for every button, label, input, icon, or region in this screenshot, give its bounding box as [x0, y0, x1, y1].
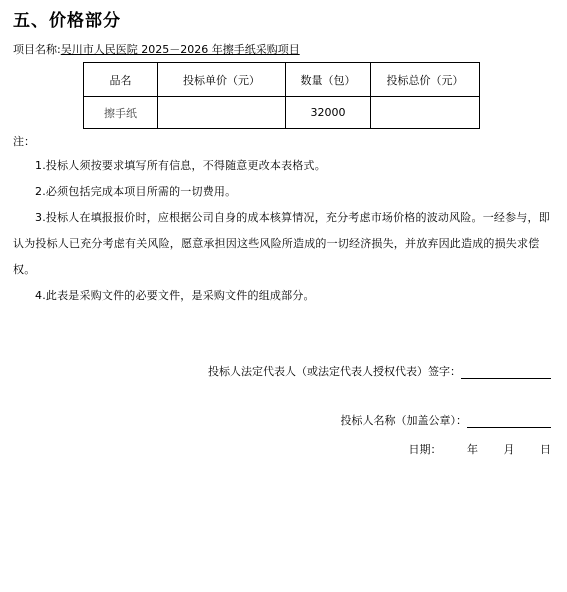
company-name-label: 投标人名称（加盖公章）： [340, 414, 467, 427]
note-item-2: 2.必须包括完成本项目所需的一切费用。 [35, 185, 237, 198]
cell-unit-price[interactable] [158, 97, 286, 129]
company-name-line [341, 412, 552, 428]
project-name-label: 项目名称: [13, 43, 61, 56]
date-label: 日期： [408, 443, 442, 456]
section-title: 五、价格部分 [13, 11, 121, 31]
cell-quantity: 32000 [286, 97, 371, 129]
header-item-name: 品名 [84, 63, 158, 97]
note-item-1: 1.投标人须按要求填写所有信息，不得随意更改本表格式。 [35, 159, 326, 172]
cell-total-price[interactable] [371, 97, 480, 129]
date-year: 年 [467, 443, 478, 456]
date-month: 月 [503, 443, 515, 456]
representative-signature-line [208, 363, 551, 379]
project-name-line [13, 41, 300, 57]
header-quantity: 数量（包） [286, 63, 371, 97]
date-line [409, 441, 552, 457]
header-unit-price: 投标单价（元） [158, 63, 286, 97]
company-name-blank[interactable] [467, 415, 551, 428]
note-item-3: 3.投标人在填报报价时，应根据公司自身的成本核算情况，充分考虑市场价格的波动风险。一经参与，即认为投标人已充分考虑有关风险，愿意承担因这些风险所造成的一切经济损失，并放弃因此造成的损失求偿权。 [13, 211, 550, 276]
representative-signature-label: 投标人法定代表人（或法定代表人授权代表）签字： [208, 365, 461, 378]
table-header-row [84, 63, 480, 97]
header-total-price: 投标总价（元） [371, 63, 480, 97]
table-row [84, 97, 480, 129]
project-name-value: 吴川市人民医院 2025－2026 年擦手纸采购项目 [60, 43, 300, 56]
note-item-4: 4.此表是采购文件的必要文件，是采购文件的组成部分。 [35, 289, 315, 302]
cell-item-name: 擦手纸 [84, 97, 158, 129]
representative-signature-blank[interactable] [461, 366, 551, 379]
notes-label: 注： [13, 135, 35, 148]
price-table [83, 62, 480, 129]
date-day: 日 [540, 443, 551, 456]
